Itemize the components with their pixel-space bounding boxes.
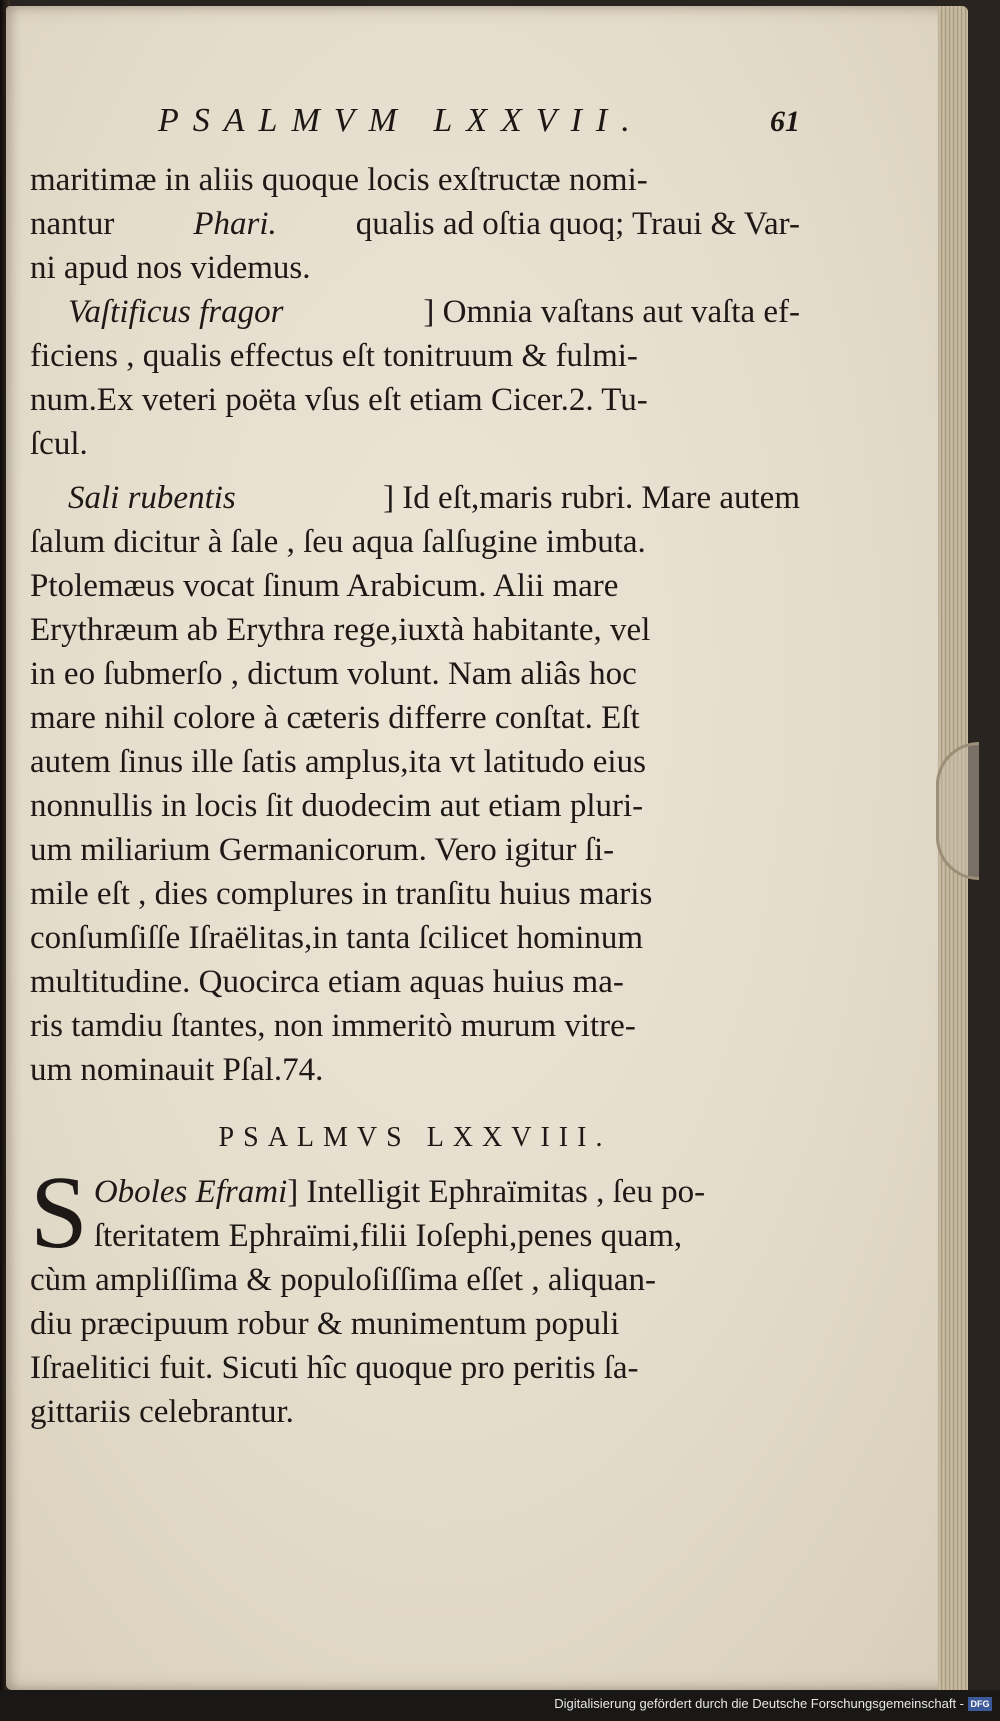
text-line: ni apud nos videmus. bbox=[30, 250, 311, 286]
running-title: PSALMVM LXXVII. bbox=[158, 102, 644, 139]
text-line: ris tamdiu ſtantes, non immeritò murum vitre- bbox=[30, 1008, 636, 1044]
text-line: in eo ſubmerſo , dictum volunt. Nam aliâs hoc bbox=[30, 656, 637, 692]
text-line: ficiens , qualis effectus eſt tonitruum & fulmi- bbox=[30, 338, 638, 374]
paragraph-2 bbox=[30, 290, 800, 466]
text-fragment: qualis ad oſtia quoq; Traui & Var- bbox=[355, 206, 800, 242]
text-line: Iſraelitici fuit. Sicuti hîc quoque pro peritis ſa- bbox=[30, 1350, 639, 1386]
text-line: nonnullis in locis ſit duodecim aut etiam pluri- bbox=[30, 788, 644, 824]
text-line: um nominauit Pſal.74. bbox=[30, 1052, 324, 1088]
lemma: Oboles Eframi bbox=[93, 1174, 288, 1210]
paragraph-3 bbox=[30, 476, 800, 1092]
paragraph-1 bbox=[30, 158, 800, 290]
funding-credit: Digitalisierung gefördert durch die Deutsche Forschungsgemeinschaft - bbox=[554, 1696, 964, 1711]
text-line: mile eſt , dies complures in tranſitu huius maris bbox=[30, 876, 653, 912]
lemma: Vaſtificus fragor bbox=[68, 294, 284, 330]
text-line bbox=[30, 476, 800, 520]
text-line: diu præcipuum robur & munimentum populi bbox=[30, 1306, 620, 1342]
lemma: Sali rubentis bbox=[68, 480, 236, 516]
text-line: multitudine. Quocirca etiam aquas huius ma- bbox=[30, 964, 624, 1000]
paragraph-4 bbox=[30, 1155, 800, 1434]
text-line bbox=[30, 290, 800, 334]
text-line: Erythræum ab Erythra rege,iuxtà habitante, vel bbox=[30, 612, 651, 648]
text-fragment: ] Id eſt,maris rubri. Mare autem bbox=[383, 480, 800, 516]
text-line: maritimæ in aliis quoque locis exſtructæ nomi- bbox=[30, 162, 648, 198]
text-line: Ptolemæus vocat ſinum Arabicum. Alii mare bbox=[30, 568, 619, 604]
text-line: um miliarium Germanicorum. Vero igitur ſi- bbox=[30, 832, 615, 868]
text-line: num.Ex veteri poëta vſus eſt etiam Cicer.2. Tu- bbox=[30, 382, 648, 418]
text-line: ſalum dicitur à ſale , ſeu aqua ſalſugine imbuta. bbox=[30, 524, 646, 560]
text-line: mare nihil colore à cæteris differre conſtat. Eſt bbox=[30, 700, 640, 736]
text-line bbox=[30, 202, 800, 246]
text-line: autem ſinus ille ſatis amplus,ita vt latitudo eius bbox=[30, 744, 646, 780]
text-line: gittariis celebrantur. bbox=[30, 1394, 294, 1430]
text-line: ſteritatem Ephraïmi,filii Ioſephi,penes quam, bbox=[93, 1218, 683, 1254]
section-heading: PSALMVS LXXVIII. bbox=[218, 1122, 612, 1153]
text-body bbox=[30, 158, 800, 1434]
text-line: ſcul. bbox=[30, 426, 88, 462]
text-fragment: ] Omnia vaſtans aut vaſta ef- bbox=[423, 294, 800, 330]
text-line bbox=[94, 1170, 800, 1214]
drop-cap: S bbox=[30, 1155, 88, 1270]
page-header bbox=[40, 102, 800, 140]
text-line: conſumſiſſe Iſraëlitas,in tanta ſcilicet hominum bbox=[30, 920, 644, 956]
italic-term: Phari. bbox=[193, 206, 277, 242]
paragraph-gap bbox=[30, 466, 800, 476]
text-fragment: ] Intelligit Ephraïmitas , ſeu po- bbox=[287, 1174, 706, 1210]
page-tab-marker bbox=[936, 742, 979, 880]
dfg-logo: DFG bbox=[968, 1697, 992, 1711]
text-line: cùm ampliſſima & populoſiſſima eſſet , aliquan- bbox=[30, 1262, 656, 1298]
page-number: 61 bbox=[770, 105, 800, 138]
text-fragment: nantur bbox=[30, 206, 115, 242]
